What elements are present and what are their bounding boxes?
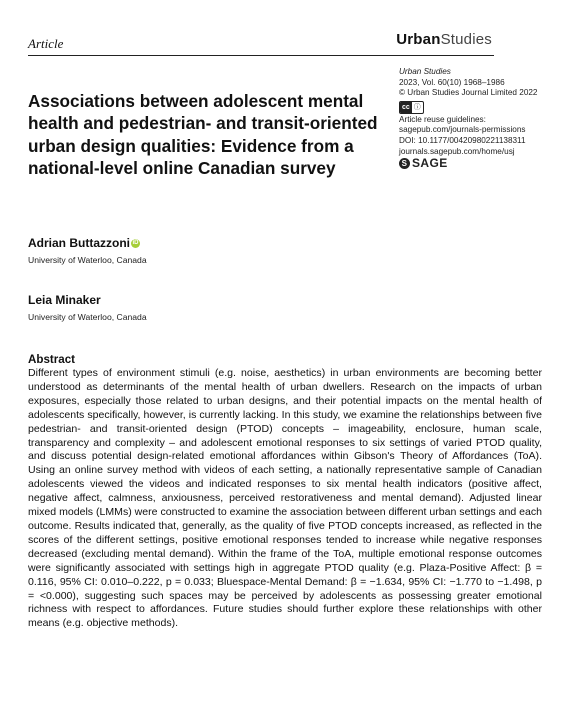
meta-citation: 2023, Vol. 60(10) 1968–1986 bbox=[399, 77, 505, 87]
journal-logo-word-studies: Studies bbox=[440, 31, 492, 48]
meta-copyright: © Urban Studies Journal Limited 2022 bbox=[399, 88, 538, 98]
meta-reuse-label: Article reuse guidelines: bbox=[399, 114, 486, 124]
publisher-name: SAGE bbox=[412, 156, 448, 171]
journal-logo-word-urban: Urban bbox=[396, 31, 441, 48]
publisher-logo bbox=[399, 158, 569, 169]
meta-doi[interactable]: DOI: 10.1177/00420980221138311 bbox=[399, 135, 526, 145]
cc-badge-right: ⓘ bbox=[413, 103, 421, 111]
abstract-heading: Abstract bbox=[28, 353, 76, 366]
meta-journal-link[interactable]: journals.sagepub.com/home/usj bbox=[399, 146, 515, 156]
author-2-name: Leia Minaker bbox=[28, 293, 101, 307]
journal-logo bbox=[396, 31, 492, 48]
author-2-affiliation: University of Waterloo, Canada bbox=[28, 312, 147, 322]
paper-title: Associations between adolescent mental health and pedestrian- and transit-oriented urban design qualities: Evidence from a national-level online Canadian survey bbox=[28, 91, 378, 179]
orcid-icon[interactable]: iD bbox=[132, 240, 139, 246]
header-rule bbox=[28, 55, 494, 56]
cc-badge-left: cc bbox=[402, 103, 410, 111]
sage-logo-icon: S bbox=[399, 158, 410, 169]
article-type-label: Article bbox=[28, 36, 64, 51]
meta-reuse-link[interactable]: sagepub.com/journals-permissions bbox=[399, 125, 526, 135]
meta-journal-name: Urban Studies bbox=[399, 67, 451, 76]
author-name bbox=[28, 236, 140, 250]
author-1-name: Adrian Buttazzoni bbox=[28, 236, 130, 250]
publication-meta bbox=[399, 67, 569, 169]
cc-license-icon[interactable] bbox=[399, 101, 424, 114]
author-1-affiliation: University of Waterloo, Canada bbox=[28, 255, 147, 265]
abstract-body: Different types of environment stimuli (e.g. noise, aesthetics) in urban environments are becoming better understood as determinants of the mental health of urban dwellers. Research on the impacts of urban exposures, especially those related to urban designs, and their potential impacts on the mental health of adolescents specifically, however, is currently lacking. In this study, we examine the relationships between five pedestrian- and transit-oriented design (PTOD) concepts – imageability, enclosure, human scale, transparency and complexity – and adolescent emotional responses to six settings of varied PTOD quality, and discuss potential design-related emotional affordances within Gibson's Theory of Affordances (ToA). Using an online survey method with videos of each setting, a nationally representative sample of Canadian adolescents viewed the videos and indicated responses to six mental health indicators (positive affect, negative affect, calmness, anxiousness, perceived restorativeness and mental demand). Adjusted linear mixed models (LMMs) were constructed to examine the association between different urban settings and each outcome. Results indicated that, generally, as the quality of five PTOD concepts increased, as reflected in the scores of the different settings, positive emotional responses tended to increase while negative responses decreased (excluding mental demand). Within the frame of the ToA, multiple emotional response outcomes were significantly associated with settings high in aggregate PTOD quality (e.g. Plaza-Positive Affect: β = 0.116, 95% CI: 0.010–0.222, p = 0.033; Bluespace-Mental Demand: β = −1.634, 95% CI: −1.770 to −1.498, p = <0.000), suggesting such spaces may be perceived by adolescents as possessing greater emotional richness with respect to affordances. Future studies should further explore these relationships with other means (e.g. objective methods). bbox=[28, 367, 542, 630]
